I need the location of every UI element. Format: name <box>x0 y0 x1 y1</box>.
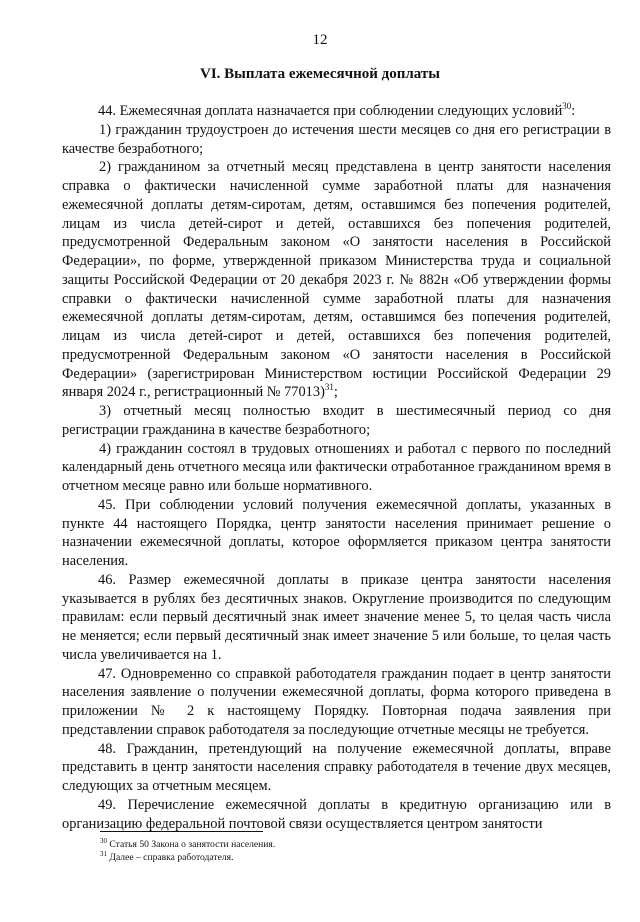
footnote-31-text: Далее – справка работодателя. <box>107 852 234 863</box>
condition-2-text: 2) гражданином за отчетный месяц представлена в центр занятости населения справка о фактически начисленной сумме заработной платы для назначения ежемесячной доплаты детям-сиротам, детям, оставшимся без попечения родителей, лицам из числа детей-сирот и детей, оставшихся без попечения родителей, предусмотренной Федеральным законом «О занятости населения в Российской Федерации», по форме, утвержденной приказом Министерства труда и социальной защиты Российской Федерации от 20 декабря 2023 г. № 882н «Об утверждении формы справки о фактически начисленной сумме заработной платы для назначения ежемесячной доплаты детям-сиротам, детям, оставшимся без попечения родителей, лицам из числа детей-сирот и детей, оставшихся без попечения родителей, предусмотренной Федеральным законом «О занятости населения в Российской Федерации» (зарегистрирован Министерством юстиции Российской Федерации 29 января 2024 г., регистрационный № 77013) <box>62 159 611 401</box>
footnote-ref-30: 30 <box>562 101 572 112</box>
condition-4: 4) гражданин состоял в трудовых отношениях и работал с первого по последний календарный день отчетного месяца или фактически отработанное гражданином время в отчетном месяце равно или больше нормативного. <box>62 440 611 494</box>
paragraph-49: 49. Перечисление ежемесячной доплаты в кредитную организацию или в организацию федеральной почтовой связи осуществляется центром занятости <box>62 796 611 832</box>
document-body <box>62 102 611 833</box>
footnote-30 <box>100 836 276 851</box>
condition-2-end: ; <box>333 384 338 401</box>
paragraph-48: 48. Гражданин, претендующий на получение ежемесячной доплаты, вправе представить в центр занятости населения справку работодателя в течение двух месяцев, следующих за отчетным месяцем. <box>62 740 611 794</box>
paragraph-45: 45. При соблюдении условий получения ежемесячной доплаты, указанных в пункте 44 настоящего Порядка, центр занятости населения принимает решение о назначении ежемесячной доплаты, которое оформляется приказом центра занятости населения. <box>62 496 611 569</box>
footnote-31-marker: 31 <box>100 849 107 858</box>
paragraph-47: 47. Одновременно со справкой работодателя гражданин подает в центр занятости населения заявление о получении ежемесячной доплаты, форма которого приведена в приложении № 2 к настоящему Порядку. Повторная подача заявления при представлении справок работодателя за последующие отчетные месяцы не требуется. <box>62 665 611 738</box>
footnote-divider <box>100 831 263 832</box>
footnote-30-text: Статья 50 Закона о занятости населения. <box>107 839 276 850</box>
condition-1: 1) гражданин трудоустроен до истечения шести месяцев со дня его регистрации в качестве безработного; <box>62 121 611 157</box>
condition-2 <box>62 158 611 402</box>
footnote-31 <box>100 849 234 864</box>
footnote-ref-31: 31 <box>324 382 334 393</box>
section-title: VI. Выплата ежемесячной доплаты <box>199 66 440 82</box>
page-number: 12 <box>312 32 328 48</box>
footnote-30-marker: 30 <box>100 836 107 845</box>
paragraph-44-intro <box>62 102 611 121</box>
paragraph-46: 46. Размер ежемесячной доплаты в приказе центра занятости населения указывается в рублях без десятичных знаков. Округление производится по следующим правилам: если первый десятичный знак имеет значение менее 5, то целая часть числа не меняется; если первый десятичный знак имеет значение 5 или больше, то целая часть числа увеличивается на 1. <box>62 571 611 663</box>
paragraph-44-intro-end: : <box>571 103 576 119</box>
paragraph-44-intro-text: 44. Ежемесячная доплата назначается при соблюдении следующих условий <box>98 103 563 119</box>
condition-3: 3) отчетный месяц полностью входит в шестимесячный период со дня регистрации гражданина в качестве безработного; <box>62 403 611 438</box>
